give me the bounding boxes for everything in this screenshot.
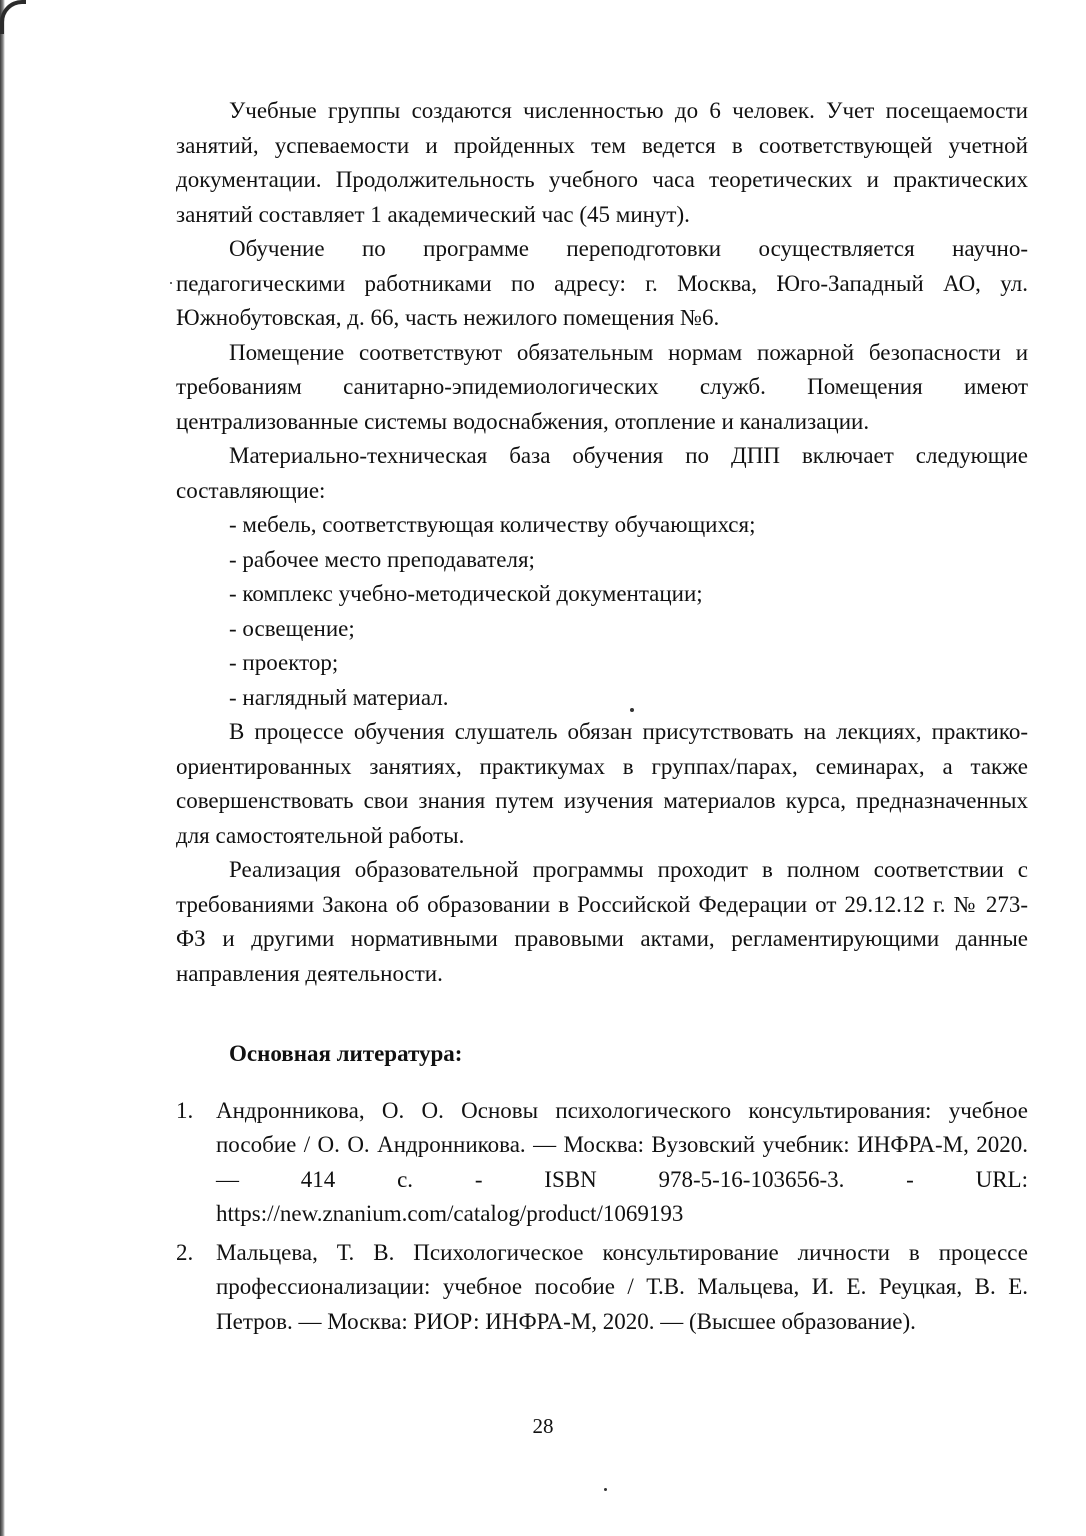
literature-item-number: 2. bbox=[176, 1239, 194, 1265]
paragraph-implementation: Реализация образовательной программы проходит в полном соответствии с требованиями Закона об образовании в Российской Федерации от 29.12.12 г. № 273-ФЗ и другими нормативными правовыми актами, регламентирующими данные направления деятельности. bbox=[176, 857, 1028, 986]
list-item: - наглядный материал. bbox=[229, 684, 449, 710]
literature-item bbox=[176, 1094, 1028, 1232]
list-item: - мебель, соответствующая количеству обучающихся; bbox=[229, 512, 756, 537]
list-item: - освещение; bbox=[229, 615, 355, 641]
literature-item-text: Андронникова, О. О. Основы психологического консультирования: учебное пособие / О. О. Андронникова. — Москва: Вузовский учебник: ИНФРА-М, 2020. — 414 с. - ISBN 978-5-16-103656-3. - URL: https://new.znanium.com/catalog/product/1069193 bbox=[216, 1097, 1028, 1226]
list-item: - рабочее место преподавателя; bbox=[229, 546, 535, 572]
literature-item-text: Мальцева, Т. В. Психологическое консультирование личности в процессе профессионализации: учебное пособие / Т.В. Мальцева, И. Е. Реуцкая, В. Е. Петров. — Москва: РИОР: ИНФРА-М, 2020. — (Высшее образование). bbox=[216, 1239, 1028, 1334]
document-page bbox=[176, 94, 1028, 1343]
page-number: 28 bbox=[532, 1414, 554, 1438]
paragraph-learning-process: В процессе обучения слушатель обязан присутствовать на лекциях, практико-ориентированных занятиях, практикумах в группах/парах, семинарах, а также совершенствовать свои знания путем изучения материалов курса, предназначенных для самостоятельной работы. bbox=[176, 719, 1028, 848]
paragraph-study-groups: Учебные группы создаются численностью до 6 человек. Учет посещаемости занятий, успеваемости и пройденных тем ведется в соответствующей учетной документации. Продолжительность учебного часа теоретических и практических занятий составляет 1 академический час (45 минут). bbox=[176, 98, 1028, 227]
scan-edge-shadow bbox=[0, 0, 5, 1536]
literature-item-number: 1. bbox=[176, 1097, 194, 1123]
scan-speck bbox=[170, 282, 172, 284]
list-item: - комплекс учебно-методической документации; bbox=[229, 581, 703, 606]
list-item: - проектор; bbox=[229, 650, 339, 675]
scan-speck bbox=[604, 1488, 607, 1491]
paragraph-premises: Помещение соответствуют обязательным нормам пожарной безопасности и требованиям санитарно-эпидемиологических служб. Помещения имеют централизованные системы водоснабжения, отопление и канализации. bbox=[176, 339, 1028, 434]
literature-list bbox=[176, 1094, 1028, 1340]
paragraph-material-base: Материально-техническая база обучения по ДПП включает следующие составляющие: bbox=[176, 443, 1028, 503]
literature-item bbox=[176, 1236, 1028, 1340]
paragraph-training-location: Обучение по программе переподготовки осуществляется научно-педагогическими работниками по адресу: г. Москва, Юго-Западный АО, ул. Южнобутовская, д. 66, часть нежилого помещения №6. bbox=[176, 236, 1028, 330]
equipment-list bbox=[176, 508, 1028, 715]
scan-speck bbox=[630, 708, 634, 712]
literature-heading: Основная литература: bbox=[229, 1041, 463, 1066]
